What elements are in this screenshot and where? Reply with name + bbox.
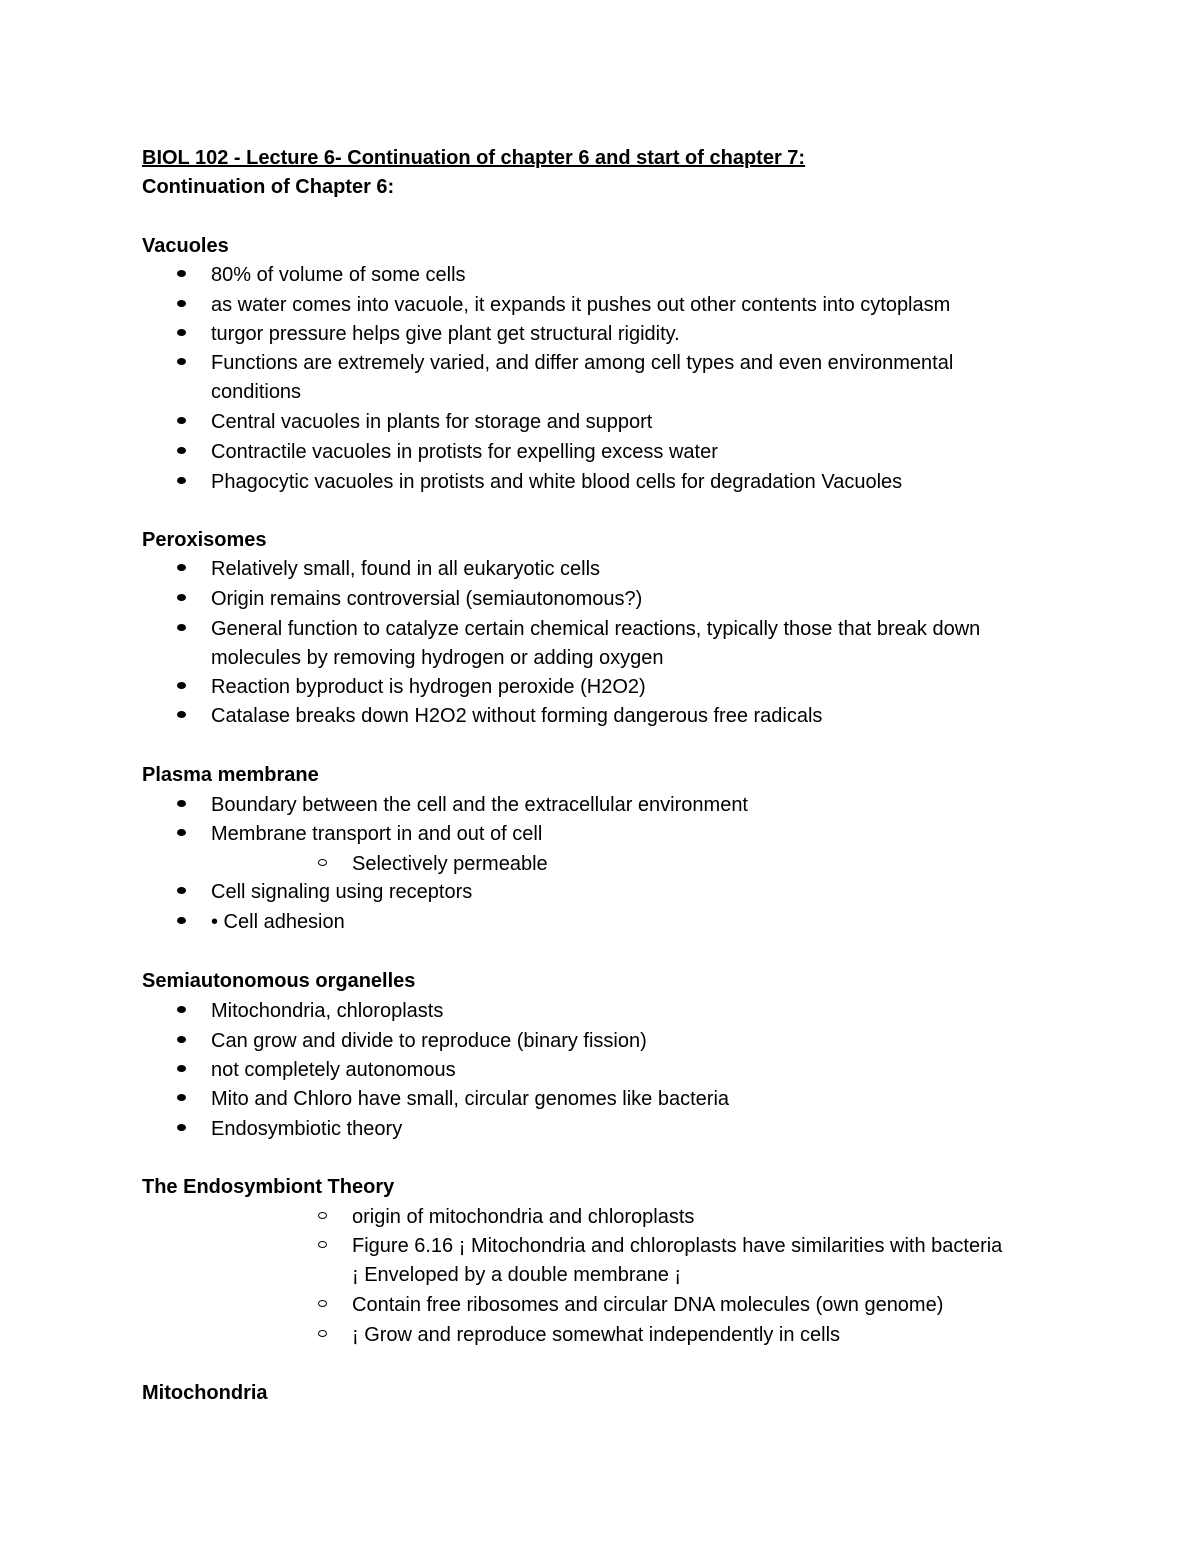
section-heading-mitochondria: Mitochondria: [142, 1382, 268, 1404]
bullet-circle-icon: [318, 1330, 327, 1337]
list-item: Boundary between the cell and the extracellular environment: [211, 794, 748, 816]
list-item-sub: origin of mitochondria and chloroplasts: [352, 1206, 695, 1228]
bullet-dot-icon: [177, 300, 186, 307]
section-heading-peroxisomes: Peroxisomes: [142, 529, 267, 551]
document-title: BIOL 102 - Lecture 6- Continuation of chapter 6 and start of chapter 7:: [142, 147, 806, 169]
list-item: • Cell adhesion: [211, 911, 345, 933]
bullet-dot-icon: [177, 329, 186, 336]
bullet-dot-icon: [177, 358, 186, 365]
list-item: 80% of volume of some cells: [211, 264, 466, 286]
bullet-circle-icon: [318, 859, 327, 866]
list-item-sub: Contain free ribosomes and circular DNA molecules (own genome): [352, 1294, 944, 1316]
list-item: Contractile vacuoles in protists for expelling excess water: [211, 441, 718, 463]
list-item-continuation: conditions: [211, 381, 302, 403]
bullet-dot-icon: [177, 711, 186, 718]
bullet-dot-icon: [177, 594, 186, 601]
document-subtitle: Continuation of Chapter 6:: [142, 176, 395, 198]
list-item: Can grow and divide to reproduce (binary fission): [211, 1030, 647, 1052]
list-item: Relatively small, found in all eukaryotic cells: [211, 558, 601, 580]
bullet-dot-icon: [177, 1006, 186, 1013]
list-item: Catalase breaks down H2O2 without forming dangerous free radicals: [211, 705, 823, 727]
bullet-dot-icon: [177, 564, 186, 571]
list-item: Origin remains controversial (semiautonomous?): [211, 588, 643, 610]
list-item: as water comes into vacuole, it expands it pushes out other contents into cytoplasm: [211, 294, 951, 316]
list-item: not completely autonomous: [211, 1059, 456, 1081]
bullet-dot-icon: [177, 682, 186, 689]
bullet-dot-icon: [177, 447, 186, 454]
bullet-dot-icon: [177, 1124, 186, 1131]
list-item: Phagocytic vacuoles in protists and white blood cells for degradation Vacuoles: [211, 471, 903, 493]
list-item-sub: Selectively permeable: [352, 853, 548, 875]
bullet-dot-icon: [177, 270, 186, 277]
list-item-sub: Figure 6.16 ¡ Mitochondria and chloroplasts have similarities with bacteria: [352, 1235, 1003, 1257]
list-item: General function to catalyze certain chemical reactions, typically those that break down: [211, 618, 981, 640]
bullet-dot-icon: [177, 1094, 186, 1101]
list-item: Reaction byproduct is hydrogen peroxide (H2O2): [211, 676, 646, 698]
list-item-sub: ¡ Grow and reproduce somewhat independently in cells: [352, 1324, 841, 1346]
bullet-dot-icon: [177, 800, 186, 807]
list-item-continuation: molecules by removing hydrogen or adding oxygen: [211, 647, 664, 669]
section-heading-endosymbiont: The Endosymbiont Theory: [142, 1176, 395, 1198]
list-item: Mitochondria, chloroplasts: [211, 1000, 444, 1022]
list-item: Membrane transport in and out of cell: [211, 823, 543, 845]
section-heading-semiautonomous: Semiautonomous organelles: [142, 970, 416, 992]
list-item: Endosymbiotic theory: [211, 1118, 403, 1140]
bullet-dot-icon: [177, 917, 186, 924]
list-item: Mito and Chloro have small, circular genomes like bacteria: [211, 1088, 730, 1110]
bullet-dot-icon: [177, 1065, 186, 1072]
bullet-dot-icon: [177, 887, 186, 894]
list-item-continuation: ¡ Enveloped by a double membrane ¡: [352, 1264, 682, 1286]
bullet-dot-icon: [177, 829, 186, 836]
bullet-circle-icon: [318, 1212, 327, 1219]
bullet-dot-icon: [177, 417, 186, 424]
list-item: Cell signaling using receptors: [211, 881, 473, 903]
section-heading-plasma-membrane: Plasma membrane: [142, 764, 319, 786]
bullet-dot-icon: [177, 477, 186, 484]
bullet-dot-icon: [177, 624, 186, 631]
list-item: turgor pressure helps give plant get structural rigidity.: [211, 323, 680, 345]
bullet-circle-icon: [318, 1300, 327, 1307]
section-heading-vacuoles: Vacuoles: [142, 235, 229, 257]
list-item: Functions are extremely varied, and differ among cell types and even environmental: [211, 352, 954, 374]
list-item: Central vacuoles in plants for storage and support: [211, 411, 653, 433]
bullet-circle-icon: [318, 1241, 327, 1248]
bullet-dot-icon: [177, 1036, 186, 1043]
